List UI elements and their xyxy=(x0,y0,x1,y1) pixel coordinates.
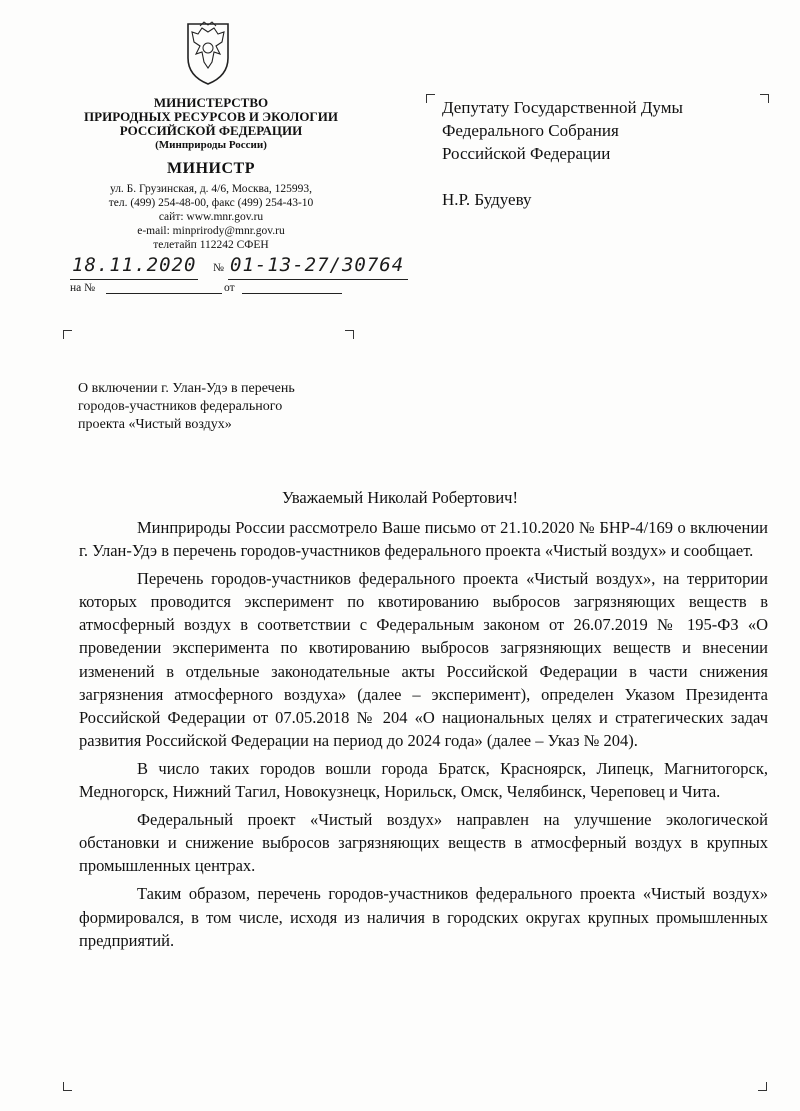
date-underline xyxy=(70,268,198,280)
ministry-header xyxy=(70,96,352,252)
subject-line: проекта «Чистый воздух» xyxy=(78,417,232,432)
minister-title: МИНИСТР xyxy=(167,160,255,177)
letter-subject xyxy=(78,380,295,434)
corner-mark xyxy=(426,94,435,103)
recipient-line: Федерального Собрания xyxy=(442,121,619,140)
ministry-name-line: ПРИРОДНЫХ РЕСУРСОВ И ЭКОЛОГИИ xyxy=(84,109,338,124)
corner-mark xyxy=(760,94,769,103)
body-paragraph: Минприроды России рассмотрело Ваше письмо от 21.10.2020 № БНР-4/169 о включении г. Улан-Удэ в перечень городов-участников федерального проекта «Чистый воздух» и сообщает. xyxy=(79,518,768,561)
address-line: ул. Б. Грузинская, д. 4/6, Москва, 125993, xyxy=(109,183,313,195)
phone-line: тел. (499) 254-48-00, факс (499) 254-43-10 xyxy=(108,197,314,209)
na-underline xyxy=(106,282,222,294)
recipient-name: Н.Р. Будуеву xyxy=(442,190,532,209)
number-sign: № xyxy=(213,262,224,274)
ot-label: от xyxy=(224,282,235,294)
recipient-line: Депутату Государственной Думы xyxy=(442,98,683,117)
ministry-name-line: МИНИСТЕРСТВО xyxy=(153,95,269,110)
corner-mark xyxy=(345,330,354,339)
subject-line: О включении г. Улан-Удэ в перечень xyxy=(78,381,295,396)
recipient-line: Российской Федерации xyxy=(442,144,611,163)
body-paragraph: Федеральный проект «Чистый воздух» направлен на улучшение экологической обстановки и снижение выбросов загрязняющих веществ в атмосферный воздух в крупных промышленных центрах. xyxy=(79,810,768,876)
ot-underline xyxy=(242,282,342,294)
registration-number: 01-13-27/30764 xyxy=(230,254,405,276)
recipient-block xyxy=(442,96,683,211)
body-paragraph: Таким образом, перечень городов-участников федерального проекта «Чистый воздух» формировался, в том числе, исходя из наличия в городских округах крупных промышленных предприятий. xyxy=(79,884,768,950)
ministry-short-name: (Минприроды России) xyxy=(155,139,267,151)
number-underline xyxy=(228,268,408,280)
ministry-name-line: РОССИЙСКОЙ ФЕДЕРАЦИИ xyxy=(119,123,303,138)
body-paragraph: Перечень городов-участников федерального проекта «Чистый воздух», на территории которых проводится эксперимент по квотированию выбросов загрязняющих веществ в атмосферный воздух в соответствии с Федеральным законом от 26.07.2019 № 195-ФЗ «О проведении эксперимента по квотированию выбросов загрязняющих веществ и внесении изменений в отдельные законодательные акты Российской Федерации в части снижения загрязнения атмосферного воздуха» (далее – эксперимент), определен Указом Президента Российской Федерации от 07.05.2018 № 204 «О национальных целях и стратегических задач развития Российской Федерации на период до 2024 года» (далее – Указ № 204). xyxy=(79,569,768,750)
salutation: Уважаемый Николай Робертович! xyxy=(282,488,518,507)
body-paragraph: В число таких городов вошли города Братск, Красноярск, Липецк, Магнитогорск, Медногорск, Нижний Тагил, Новокузнецк, Норильск, Омск, Челябинск, Череповец и Чита. xyxy=(79,758,768,802)
registration-date: 18.11.2020 xyxy=(72,254,197,276)
email-line: e-mail: minprirody@mnr.gov.ru xyxy=(137,225,285,237)
ministry-address xyxy=(70,182,352,252)
corner-mark xyxy=(63,330,72,339)
reference-line xyxy=(70,282,360,298)
teletype-line: телетайп 112242 СФЕН xyxy=(153,239,269,251)
website-line: сайт: www.mnr.gov.ru xyxy=(158,211,264,223)
subject-line: городов-участников федерального xyxy=(78,399,283,414)
na-label: на № xyxy=(70,282,96,294)
registration-line xyxy=(70,254,430,278)
letter-body xyxy=(79,516,768,952)
corner-mark xyxy=(758,1082,767,1091)
coat-of-arms-emblem xyxy=(180,18,236,86)
corner-mark xyxy=(63,1082,72,1091)
